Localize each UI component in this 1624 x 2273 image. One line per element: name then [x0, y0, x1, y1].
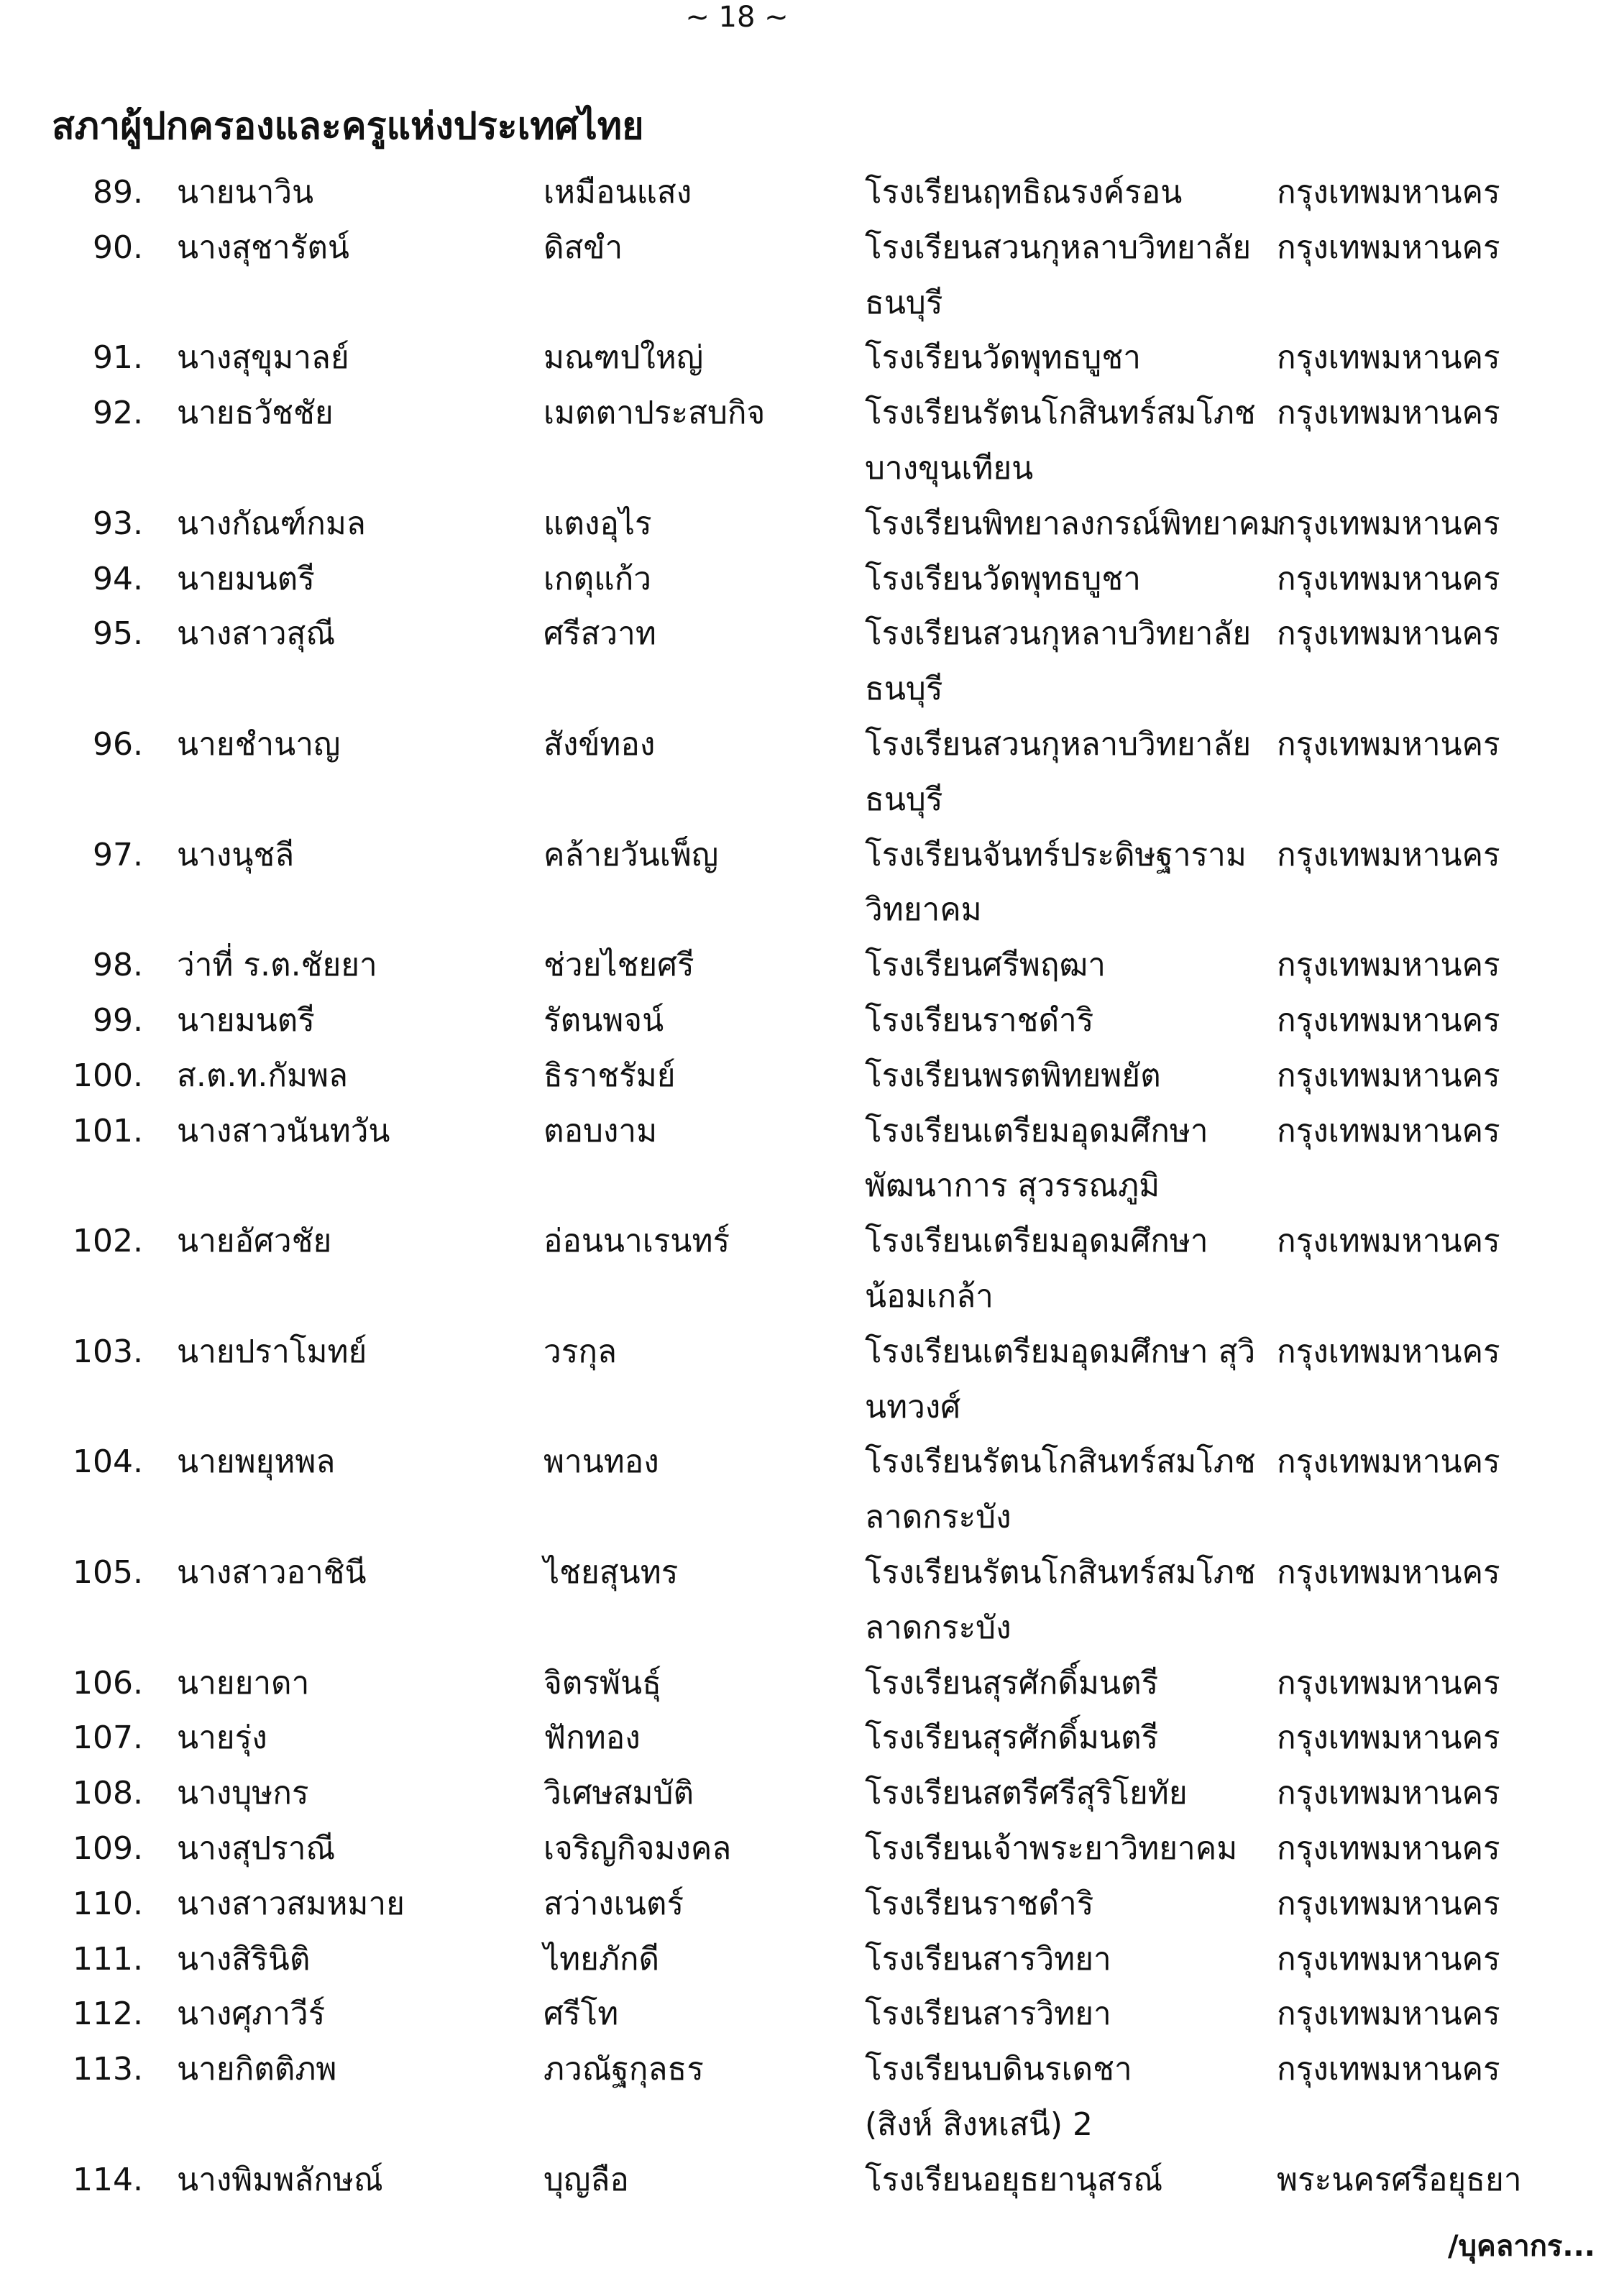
- item-number: 107.: [73, 1719, 143, 1757]
- item-number: 113.: [73, 2051, 143, 2088]
- list-item: [0, 1546, 1624, 1656]
- school-name: [865, 1822, 1237, 1877]
- item-number: 101.: [73, 1112, 143, 1149]
- school-name: [865, 1711, 1158, 1766]
- school-name-line: โรงเรียนราชดำริ: [865, 1885, 1094, 1922]
- item-number: 99.: [93, 1001, 143, 1039]
- school-name: [865, 938, 1106, 993]
- school-name-line: โรงเรียนอยุธยานุสรณ์: [865, 2161, 1163, 2198]
- first-name: นางศุภาวีร์: [177, 1996, 326, 2033]
- first-name: นางสุชารัตน์: [177, 229, 349, 266]
- school-name-line: วิทยาคม: [865, 891, 982, 929]
- province-name: กรุงเทพมหานคร: [1277, 339, 1500, 377]
- item-number: 98.: [93, 947, 143, 984]
- school-name: [865, 1877, 1093, 1932]
- school-name-line: โรงเรียนวัดพุทธบูชา: [865, 560, 1141, 597]
- first-name: ว่าที่ ร.ต.ชัยยา: [177, 947, 377, 984]
- province-name: กรุงเทพมหานคร: [1277, 1223, 1500, 1260]
- last-name: สังข์ทอง: [543, 725, 656, 763]
- item-number: 111.: [73, 1940, 143, 1978]
- school-name-line: โรงเรียนราชดำริ: [865, 1001, 1094, 1039]
- province-name: กรุงเทพมหานคร: [1277, 947, 1500, 984]
- last-name: วรกุล: [543, 1333, 617, 1370]
- last-name: ศรีสวาท: [543, 615, 656, 653]
- list-item: [0, 1766, 1624, 1822]
- province-name: กรุงเทพมหานคร: [1277, 505, 1500, 542]
- school-name-line: โรงเรียนเตรียมอุดมศึกษา: [865, 1112, 1208, 1149]
- school-name-line: ธนบุรี: [865, 671, 943, 708]
- item-number: 91.: [93, 339, 143, 377]
- school-name: [865, 331, 1141, 386]
- first-name: นางนุชลี: [177, 836, 295, 873]
- school-name-line: บางขุนเทียน: [865, 449, 1034, 487]
- item-number: 96.: [93, 725, 143, 763]
- page-number: ~ 18 ~: [685, 1, 789, 34]
- school-name-line: โรงเรียนเจ้าพระยาวิทยาคม: [865, 1829, 1238, 1867]
- first-name: นายรุ่ง: [177, 1719, 267, 1757]
- school-name-line: โรงเรียนเตรียมอุดมศึกษา สุวิ: [865, 1333, 1256, 1370]
- list-item: [0, 1877, 1624, 1932]
- school-name: [865, 1546, 1256, 1656]
- province-name: กรุงเทพมหานคร: [1277, 2051, 1500, 2088]
- province-name: กรุงเทพมหานคร: [1277, 560, 1500, 597]
- list-item: [0, 938, 1624, 993]
- school-name: [865, 1987, 1111, 2042]
- province-name: กรุงเทพมหานคร: [1277, 836, 1500, 873]
- personnel-list: [0, 165, 1624, 2208]
- school-name-line: โรงเรียนสุรศักดิ์มนตรี: [865, 1719, 1159, 1757]
- item-number: 112.: [73, 1996, 143, 2033]
- school-name: [865, 1049, 1161, 1104]
- province-name: กรุงเทพมหานคร: [1277, 1829, 1500, 1867]
- item-number: 100.: [73, 1057, 143, 1094]
- province-name: กรุงเทพมหานคร: [1277, 725, 1500, 763]
- province-name: กรุงเทพมหานคร: [1277, 1057, 1500, 1094]
- last-name: เหมือนแสง: [543, 174, 692, 211]
- school-name: [865, 2042, 1132, 2153]
- school-name-line: พัฒนาการ สุวรรณภูมิ: [865, 1167, 1160, 1205]
- first-name: ส.ต.ท.กัมพล: [177, 1057, 349, 1094]
- list-item: [0, 993, 1624, 1049]
- item-number: 105.: [73, 1553, 143, 1591]
- first-name: นายอัศวชัย: [177, 1223, 332, 1260]
- item-number: 109.: [73, 1829, 143, 1867]
- school-name: [865, 1932, 1111, 1988]
- last-name: ฟักทอง: [543, 1719, 641, 1757]
- last-name: สว่างเนตร์: [543, 1885, 684, 1922]
- first-name: นางบุษกร: [177, 1775, 309, 1812]
- school-name-line: โรงเรียนสารวิทยา: [865, 1996, 1111, 2033]
- last-name: ธิราชรัมย์: [543, 1057, 676, 1094]
- first-name: นายยาดา: [177, 1664, 310, 1702]
- list-item: [0, 1656, 1624, 1712]
- school-name: [865, 1656, 1158, 1712]
- school-name-line: โรงเรียนวัดพุทธบูชา: [865, 339, 1141, 377]
- province-name: กรุงเทพมหานคร: [1277, 229, 1500, 266]
- last-name: ดิสขำ: [543, 229, 623, 266]
- province-name: กรุงเทพมหานคร: [1277, 1553, 1500, 1591]
- province-name: กรุงเทพมหานคร: [1277, 1333, 1500, 1370]
- province-name: กรุงเทพมหานคร: [1277, 1885, 1500, 1922]
- list-item: [0, 1214, 1624, 1325]
- school-name: [865, 1104, 1208, 1215]
- list-item: [0, 497, 1624, 552]
- last-name: มณฑปใหญ่: [543, 339, 704, 377]
- last-name: วิเศษสมบัติ: [543, 1775, 694, 1812]
- item-number: 93.: [93, 505, 143, 542]
- school-name: [865, 1435, 1256, 1546]
- school-name: [865, 1214, 1208, 1325]
- item-number: 94.: [93, 560, 143, 597]
- first-name: นายพยุหพล: [177, 1443, 336, 1481]
- school-name-line: โรงเรียนรัตนโกสินทร์สมโภช: [865, 395, 1256, 432]
- province-name: พระนครศรีอยุธยา: [1277, 2161, 1522, 2198]
- list-item: [0, 221, 1624, 331]
- province-name: กรุงเทพมหานคร: [1277, 1775, 1500, 1812]
- school-name: [865, 1766, 1188, 1822]
- item-number: 95.: [93, 615, 143, 653]
- list-item: [0, 165, 1624, 221]
- last-name: เมตตาประสบกิจ: [543, 395, 766, 432]
- first-name: นายกิตติภพ: [177, 2051, 337, 2088]
- school-name-line: โรงเรียนเตรียมอุดมศึกษา: [865, 1223, 1208, 1260]
- list-item: [0, 1822, 1624, 1877]
- list-item: [0, 1104, 1624, 1215]
- school-name: [865, 828, 1247, 939]
- first-name: นางสาวอาชินี: [177, 1553, 367, 1591]
- school-name-line: (สิงห์ สิงหเสนี) 2: [865, 2106, 1093, 2143]
- list-item: [0, 607, 1624, 717]
- item-number: 110.: [73, 1885, 143, 1922]
- school-name-line: โรงเรียนจันทร์ประดิษฐาราม: [865, 836, 1247, 873]
- first-name: นายมนตรี: [177, 1001, 315, 1039]
- continuation-note: /บุคลากร...: [1447, 2230, 1595, 2263]
- first-name: นางสิรินิติ: [177, 1940, 311, 1978]
- item-number: 108.: [73, 1775, 143, 1812]
- first-name: นางสาวสุณี: [177, 615, 336, 653]
- list-item: [0, 386, 1624, 497]
- school-name-line: โรงเรียนฤทธิณรงค์รอน: [865, 174, 1183, 211]
- school-name-line: โรงเรียนสวนกุหลาบวิทยาลัย: [865, 615, 1252, 653]
- province-name: กรุงเทพมหานคร: [1277, 615, 1500, 653]
- school-name: [865, 552, 1141, 607]
- school-name-line: ลาดกระบัง: [865, 1609, 1011, 1646]
- last-name: แตงอุไร: [543, 505, 652, 542]
- section-title: สภาผู้ปกครองและครูแห่งประเทศไทย: [52, 105, 644, 148]
- first-name: นางพิมพลักษณ์: [177, 2161, 383, 2198]
- item-number: 92.: [93, 395, 143, 432]
- school-name: [865, 497, 1280, 552]
- item-number: 103.: [73, 1333, 143, 1370]
- list-item: [0, 1435, 1624, 1546]
- school-name-line: โรงเรียนสารวิทยา: [865, 1940, 1111, 1978]
- list-item: [0, 2042, 1624, 2153]
- last-name: พานทอง: [543, 1443, 659, 1481]
- list-item: [0, 331, 1624, 386]
- province-name: กรุงเทพมหานคร: [1277, 395, 1500, 432]
- first-name: นางสุปราณี: [177, 1829, 336, 1867]
- school-name-line: น้อมเกล้า: [865, 1277, 994, 1315]
- last-name: รัตนพจน์: [543, 1001, 664, 1039]
- first-name: นายธวัชชัย: [177, 395, 334, 432]
- first-name: นายมนตรี: [177, 560, 315, 597]
- first-name: นายปราโมทย์: [177, 1333, 367, 1370]
- last-name: ไชยสุนทร: [543, 1553, 679, 1591]
- item-number: 90.: [93, 229, 143, 266]
- province-name: กรุงเทพมหานคร: [1277, 1112, 1500, 1149]
- last-name: ตอบงาม: [543, 1112, 658, 1149]
- last-name: คล้ายวันเพ็ญ: [543, 836, 719, 873]
- list-item: [0, 1049, 1624, 1104]
- school-name: [865, 165, 1182, 221]
- item-number: 104.: [73, 1443, 143, 1481]
- school-name-line: ลาดกระบัง: [865, 1499, 1011, 1536]
- school-name: [865, 607, 1251, 717]
- last-name: อ่อนนาเรนทร์: [543, 1223, 730, 1260]
- school-name-line: โรงเรียนสวนกุหลาบวิทยาลัย: [865, 229, 1252, 266]
- province-name: กรุงเทพมหานคร: [1277, 1001, 1500, 1039]
- school-name-line: โรงเรียนบดินรเดชา: [865, 2051, 1132, 2088]
- school-name-line: นทวงศ์: [865, 1388, 961, 1425]
- item-number: 102.: [73, 1223, 143, 1260]
- item-number: 106.: [73, 1664, 143, 1702]
- school-name-line: โรงเรียนพรตพิทยพยัต: [865, 1057, 1161, 1094]
- last-name: เกตุแก้ว: [543, 560, 651, 597]
- school-name-line: โรงเรียนสวนกุหลาบวิทยาลัย: [865, 725, 1252, 763]
- list-item: [0, 1932, 1624, 1988]
- last-name: ช่วยไชยศรี: [543, 947, 694, 984]
- first-name: นายนาวิน: [177, 174, 314, 211]
- school-name-line: โรงเรียนรัตนโกสินทร์สมโภช: [865, 1553, 1256, 1591]
- school-name: [865, 717, 1251, 828]
- item-number: 114.: [73, 2161, 143, 2198]
- last-name: บุญลือ: [543, 2161, 629, 2198]
- first-name: นางกัณฑ์กมล: [177, 505, 366, 542]
- province-name: กรุงเทพมหานคร: [1277, 1719, 1500, 1757]
- school-name-line: โรงเรียนพิทยาลงกรณ์พิทยาคม: [865, 505, 1281, 542]
- school-name: [865, 2153, 1162, 2208]
- school-name-line: โรงเรียนศรีพฤฒา: [865, 947, 1106, 984]
- last-name: ศรีโท: [543, 1996, 619, 2033]
- item-number: 97.: [93, 836, 143, 873]
- first-name: นางสุขุมาลย์: [177, 339, 349, 377]
- list-item: [0, 552, 1624, 607]
- school-name-line: โรงเรียนสตรีศรีสุริโยทัย: [865, 1775, 1188, 1812]
- province-name: กรุงเทพมหานคร: [1277, 1996, 1500, 2033]
- item-number: 89.: [93, 174, 143, 211]
- school-name-line: โรงเรียนสุรศักดิ์มนตรี: [865, 1664, 1159, 1702]
- school-name: [865, 1325, 1255, 1436]
- school-name-line: โรงเรียนรัตนโกสินทร์สมโภช: [865, 1443, 1256, 1481]
- province-name: กรุงเทพมหานคร: [1277, 1443, 1500, 1481]
- province-name: กรุงเทพมหานคร: [1277, 174, 1500, 211]
- first-name: นายชำนาญ: [177, 725, 341, 763]
- school-name-line: ธนบุรี: [865, 284, 943, 321]
- school-name-line: ธนบุรี: [865, 781, 943, 818]
- first-name: นางสาวสมหมาย: [177, 1885, 405, 1922]
- last-name: จิตรพันธุ์: [543, 1664, 661, 1702]
- list-item: [0, 2153, 1624, 2208]
- school-name: [865, 386, 1256, 497]
- last-name: เจริญกิจมงคล: [543, 1829, 732, 1867]
- province-name: กรุงเทพมหานคร: [1277, 1664, 1500, 1702]
- last-name: ไทยภักดี: [543, 1940, 660, 1978]
- province-name: กรุงเทพมหานคร: [1277, 1940, 1500, 1978]
- school-name: [865, 993, 1093, 1049]
- list-item: [0, 1987, 1624, 2042]
- last-name: ภวณัฐกุลธร: [543, 2051, 704, 2088]
- school-name: [865, 221, 1251, 331]
- list-item: [0, 828, 1624, 939]
- list-item: [0, 1711, 1624, 1766]
- list-item: [0, 1325, 1624, 1436]
- list-item: [0, 717, 1624, 828]
- first-name: นางสาวนันทวัน: [177, 1112, 390, 1149]
